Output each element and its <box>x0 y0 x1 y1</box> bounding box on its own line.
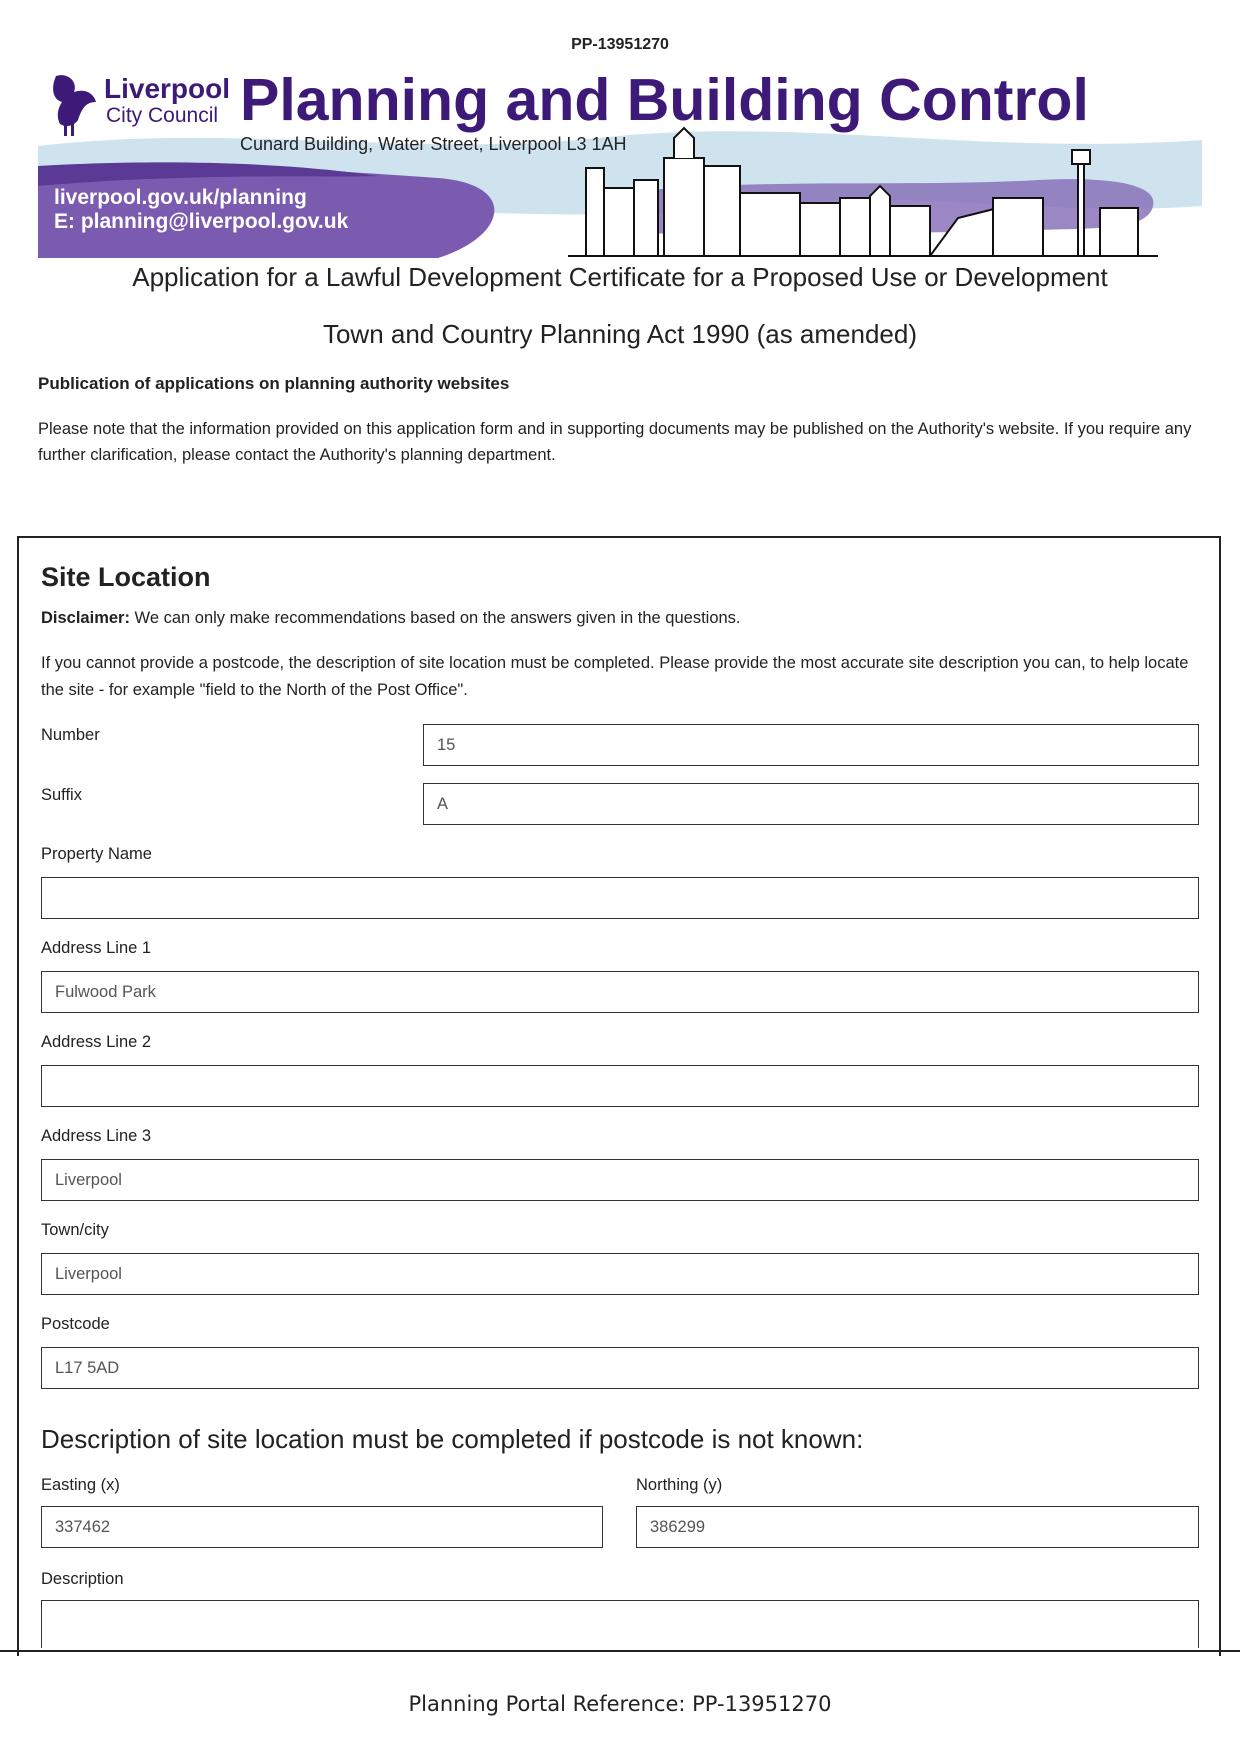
reference-number-top: PP-13951270 <box>571 36 669 53</box>
disclaimer-text: We can only make recommendations based on the answers given in the questions. <box>129 609 741 627</box>
banner-email: E: planning@liverpool.gov.uk <box>54 210 349 233</box>
description-field[interactable] <box>41 1600 1199 1648</box>
address-line-2-label: Address Line 2 <box>41 1033 152 1051</box>
publication-text: Please note that the information provided on this application form and in supporting documents may be published on the Authority's website. If you require any further clarification, please contact the Authority's planning department. <box>38 420 1192 464</box>
banner-address: Cunard Building, Water Street, Liverpool L3 1AH <box>240 134 627 154</box>
suffix-field[interactable]: A <box>423 783 1199 825</box>
disclaimer-label: Disclaimer: <box>41 609 130 627</box>
number-label: Number <box>41 726 100 744</box>
postcode-label: Postcode <box>41 1315 110 1333</box>
page-break-rule <box>0 1650 1240 1652</box>
section-title: Site Location <box>41 562 211 592</box>
footer-reference: Planning Portal Reference: PP-13951270 <box>408 1692 832 1716</box>
address-line-3-field[interactable]: Liverpool <box>41 1159 1199 1201</box>
address-line-3-label: Address Line 3 <box>41 1127 152 1145</box>
postcode-note: If you cannot provide a postcode, the description of site location must be completed. Please provide the most accurate site description you can, to help locate the site - for example "field to the North of the Post Office". <box>41 654 1189 699</box>
council-banner <box>38 68 1202 258</box>
banner-website: liverpool.gov.uk/planning <box>54 186 307 209</box>
council-name-line1: Liverpool <box>104 73 231 104</box>
liver-bird-logo <box>53 75 96 136</box>
easting-label: Easting (x) <box>41 1476 120 1494</box>
easting-field[interactable]: 337462 <box>41 1506 603 1548</box>
northing-field[interactable]: 386299 <box>636 1506 1199 1548</box>
act-title: Town and Country Planning Act 1990 (as amended) <box>322 319 918 349</box>
application-title: Application for a Lawful Development Certificate for a Proposed Use or Development <box>132 262 1108 292</box>
address-line-1-field[interactable]: Fulwood Park <box>41 971 1199 1013</box>
town-city-field[interactable]: Liverpool <box>41 1253 1199 1295</box>
postcode-field[interactable]: L17 5AD <box>41 1347 1199 1389</box>
address-line-2-field[interactable] <box>41 1065 1199 1107</box>
banner-title: Planning and Building Control <box>240 68 1089 133</box>
address-line-1-label: Address Line 1 <box>41 939 152 957</box>
town-city-label: Town/city <box>41 1221 109 1239</box>
property-name-label: Property Name <box>41 845 152 863</box>
number-field[interactable]: 15 <box>423 724 1199 766</box>
council-name-line2: City Council <box>106 104 219 127</box>
suffix-label: Suffix <box>41 786 82 804</box>
property-name-field[interactable] <box>41 877 1199 919</box>
northing-label: Northing (y) <box>636 1476 723 1494</box>
publication-heading: Publication of applications on planning authority websites <box>38 374 510 393</box>
description-label: Description <box>41 1570 124 1588</box>
description-heading: Description of site location must be completed if postcode is not known: <box>41 1424 864 1454</box>
disclaimer <box>41 609 741 628</box>
